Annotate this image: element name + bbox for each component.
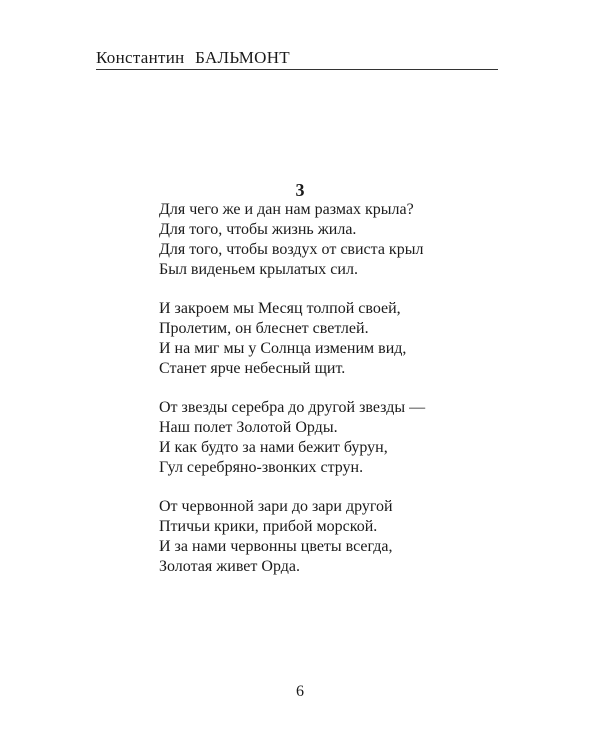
poem-number: 3 [295,180,305,200]
author-first-name: Константин [96,48,185,67]
stanza [159,200,479,280]
poem-body [159,200,479,596]
poem-line: Станет ярче небесный щит. [159,360,346,377]
poem-line: Для того, чтобы жизнь жила. [159,221,357,238]
poem-line: И как будто за нами бежит бурун, [159,439,388,456]
page-number: 6 [296,683,304,700]
poem-line: Для чего же и дан нам размах крыла? [159,201,414,218]
poem-line: Пролетим, он блеснет светлей. [159,320,369,337]
poem-line: От червонной зари до зари другой [159,498,393,515]
stanza [159,497,479,577]
poem-line: И закроем мы Месяц толпой своей, [159,300,401,317]
poem-line: И на миг мы у Солнца изменим вид, [159,340,407,357]
header-divider [96,69,498,70]
stanza [159,398,479,478]
running-header [96,48,290,68]
poem-line: От звезды серебра до другой звезды — [159,399,426,416]
poem-line: Гул серебряно-звонких струн. [159,459,364,476]
stanza [159,299,479,379]
author-last-name: БАЛЬМОНТ [195,48,290,67]
poem-line: Птичьи крики, прибой морской. [159,518,378,535]
poem-line: Был виденьем крылатых сил. [159,261,358,278]
poem-line: Золотая живет Орда. [159,558,300,575]
poem-line: Для того, чтобы воздух от свиста крыл [159,241,424,258]
poem-line: Наш полет Золотой Орды. [159,419,338,436]
poem-line: И за нами червонны цветы всегда, [159,538,393,555]
